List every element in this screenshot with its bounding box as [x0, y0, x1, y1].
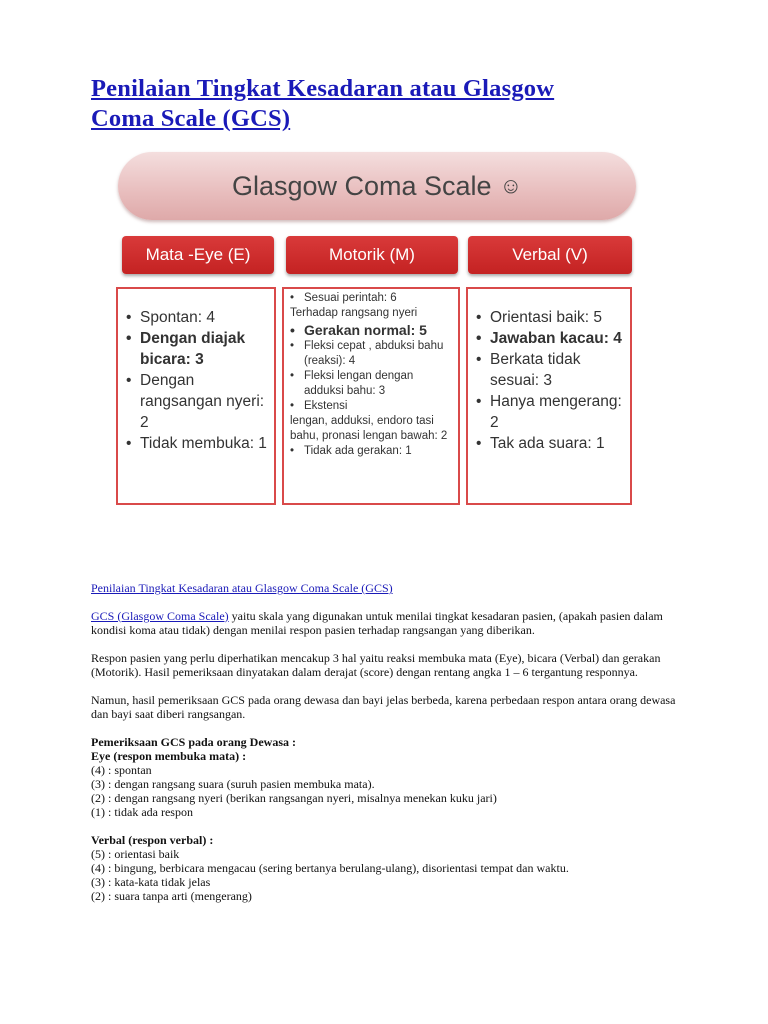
- page-title-line-2[interactable]: Coma Scale (GCS): [91, 105, 291, 132]
- banner-title: Glasgow Coma Scale: [231, 170, 492, 201]
- gcs-item: • Hanya mengerang: 2: [472, 391, 626, 433]
- eye-list: [122, 307, 270, 454]
- gcs-item: • Sesuai perintah: 6: [286, 291, 456, 306]
- eye-title: Eye (respon membuka mata) :: [91, 749, 247, 763]
- gcs-item: • Fleksi cepat , abduksi bahu (reaksi): 4: [286, 339, 456, 369]
- header-eye: Mata -Eye (E): [122, 236, 274, 274]
- gcs-item: • Jawaban kacau: 4: [472, 328, 626, 349]
- gcs-item: • Tak ada suara: 1: [472, 433, 626, 454]
- paragraph-gcs-definition: [91, 609, 691, 637]
- verbal-title: Verbal (respon verbal) :: [91, 833, 214, 847]
- verbal-list: [472, 307, 626, 454]
- gcs-item: • Orientasi baik: 5: [472, 307, 626, 328]
- page-title-line-1[interactable]: Penilaian Tingkat Kesadaran atau Glasgow: [91, 75, 555, 102]
- gcs-item: • Gerakan normal: 5: [286, 321, 456, 339]
- header-motorik: Motorik (M): [286, 236, 458, 274]
- gcs-link[interactable]: GCS (Glasgow Coma Scale): [91, 609, 229, 623]
- gcs-item: • Tidak membuka: 1: [122, 433, 270, 454]
- paragraph-respon: Respon pasien yang perlu diperhatikan mencakup 3 hal yaitu reaksi membuka mata (Eye), bicara (Verbal) dan gerakan (Motorik). Hasil pemeriksaan dinyatakan dalam derajat (score) dengan rentang angka 1 – 6 tergantung responnya.: [91, 651, 661, 679]
- verbal-box: [466, 287, 632, 505]
- score-line: (5) : orientasi baik: [91, 847, 180, 861]
- gcs-banner: [118, 152, 636, 220]
- score-line: (2) : suara tanpa arti (mengerang): [91, 889, 252, 903]
- smile-icon: ☺: [499, 173, 523, 198]
- paragraph-1-text: yaitu skala yang digunakan untuk menilai tingkat kesadaran pasien, (apakah pasien dalam kondisi koma atau tidak) dengan menilai respon pasien terhadap rangsangan yang diberikan.: [91, 609, 663, 637]
- gcs-item: • Fleksi lengan dengan adduksi bahu: 3: [286, 369, 456, 399]
- gcs-item: • Berkata tidak sesuai: 3: [472, 349, 626, 391]
- gcs-item: lengan, adduksi, endoro tasi bahu, pronasi lengan bawah: 2: [290, 415, 448, 442]
- section-title: Pemeriksaan GCS pada orang Dewasa :: [91, 735, 297, 749]
- article-body: [91, 581, 691, 903]
- gcs-item: • Tidak ada gerakan: 1: [286, 444, 456, 459]
- score-line: (4) : spontan: [91, 763, 152, 777]
- motorik-box: [282, 287, 460, 505]
- score-line: (3) : kata-kata tidak jelas: [91, 875, 211, 889]
- paragraph-namun: Namun, hasil pemeriksaan GCS pada orang dewasa dan bayi jelas berbeda, karena perbedaan respon antara orang dewasa dan bayi saat diberi rangsangan.: [91, 693, 676, 721]
- gcs-item: • Spontan: 4: [122, 307, 270, 328]
- score-line: (4) : bingung, berbicara mengacau (sering bertanya berulang-ulang), disorientasi tempat dan waktu.: [91, 861, 569, 875]
- verbal-items: [91, 847, 691, 903]
- score-line: (3) : dengan rangsang suara (suruh pasien membuka mata).: [91, 777, 375, 791]
- eye-items: [91, 763, 691, 819]
- score-line: (1) : tidak ada respon: [91, 805, 193, 819]
- gcs-item: • Dengan rangsangan nyeri: 2: [122, 370, 270, 433]
- score-line: (2) : dengan rangsang nyeri (berikan rangsangan nyeri, misalnya menekan kuku jari): [91, 791, 497, 805]
- page-title[interactable]: [91, 74, 691, 134]
- eye-box: [116, 287, 276, 505]
- header-verbal: Verbal (V): [468, 236, 632, 274]
- gcs-infographic: [112, 148, 642, 518]
- gcs-item: Terhadap rangsang nyeri: [290, 307, 418, 319]
- gcs-item: • Dengan diajak bicara: 3: [122, 328, 270, 370]
- article-title-link[interactable]: Penilaian Tingkat Kesadaran atau Glasgow Coma Scale (GCS): [91, 581, 393, 595]
- gcs-item: • Ekstensi: [286, 399, 456, 414]
- motorik-list: [286, 291, 456, 459]
